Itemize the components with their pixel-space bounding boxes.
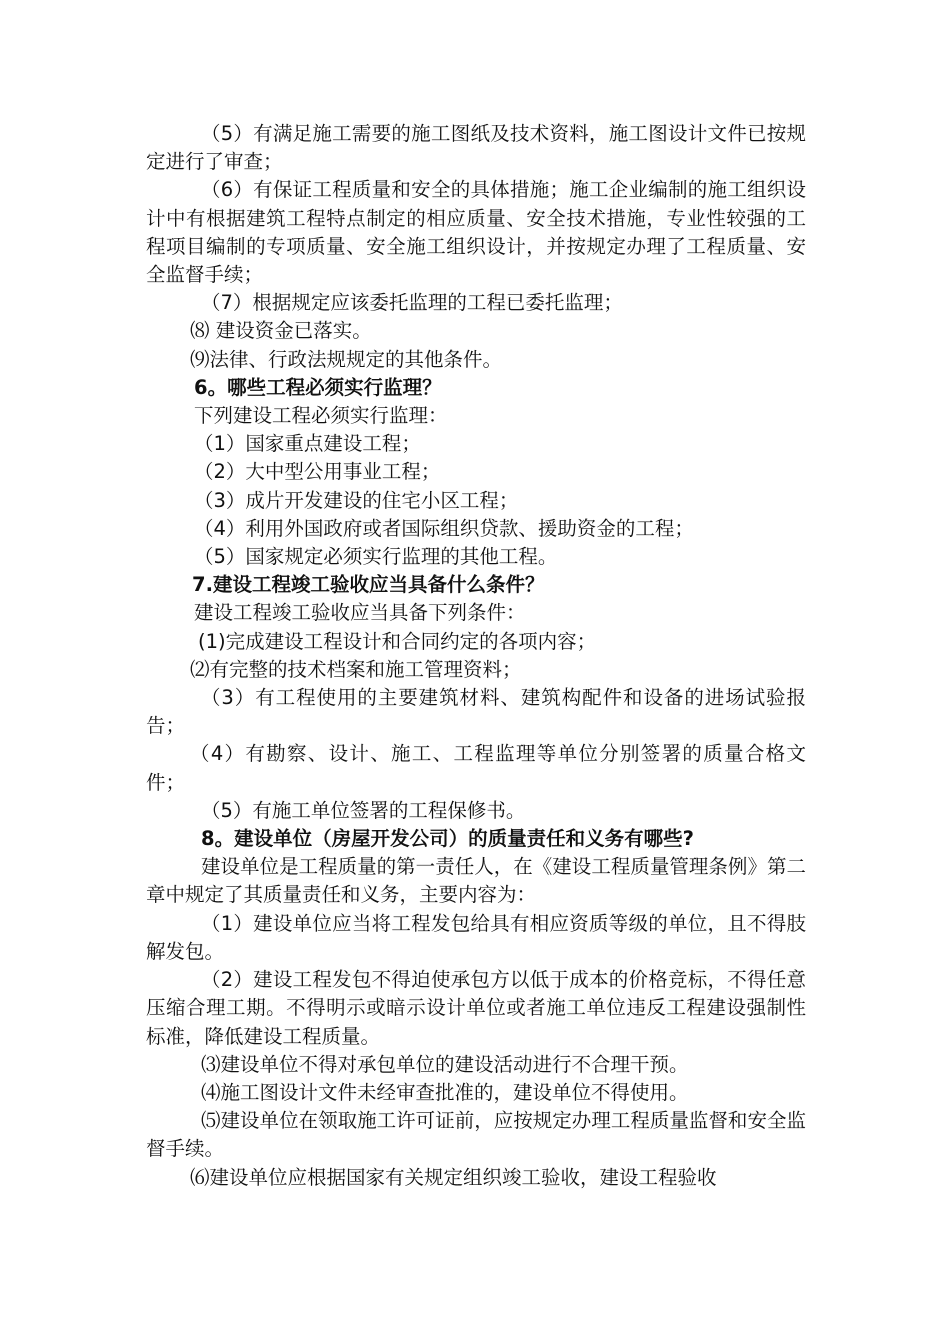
paragraph: 建设工程竣工验收应当具备下列条件： bbox=[194, 601, 526, 625]
paragraph: （2）大中型公用事业工程； bbox=[194, 460, 441, 484]
paragraph: ⑵有完整的技术档案和施工管理资料； bbox=[190, 657, 522, 681]
paragraph: ⑷施工图设计文件未经审查批准的，建设单位不得使用。 bbox=[201, 1080, 689, 1104]
paragraph: ⑼法律、行政法规规定的其他条件。 bbox=[190, 347, 503, 371]
paragraph: ⑹建设单位应根据国家有关规定组织竣工验收，建设工程验收 bbox=[190, 1165, 717, 1189]
paragraph: 下列建设工程必须实行监理： bbox=[194, 404, 448, 428]
section-heading: 8。建设单位（房屋开发公司）的质量责任和义务有哪些? bbox=[201, 827, 694, 851]
paragraph: 建设单位是工程质量的第一责任人，在《建设工程质量管理条例》第二章中规定了其质量责任和义务，主要内容为： bbox=[146, 855, 806, 907]
paragraph: （5）有施工单位签署的工程保修书。 bbox=[201, 798, 526, 822]
paragraph: （3）成片开发建设的住宅小区工程； bbox=[194, 488, 519, 512]
section-heading: 6。哪些工程必须实行监理？ bbox=[194, 375, 442, 399]
document-page bbox=[146, 120, 806, 1192]
paragraph: ⑶建设单位不得对承包单位的建设活动进行不合理干预。 bbox=[201, 1052, 689, 1076]
paragraph: （2）建设工程发包不得迫使承包方以低于成本的价格竞标，不得任意压缩合理工期。不得明示或暗示设计单位或者施工单位违反工程建设强制性标准，降低建设工程质量。 bbox=[146, 968, 806, 1048]
section-heading: 7.建设工程竣工验收应当具备什么条件？ bbox=[192, 573, 545, 597]
paragraph: ⑻ 建设资金已落实。 bbox=[190, 319, 372, 343]
paragraph: （4）有勘察、设计、施工、工程监理等单位分别签署的质量合格文件； bbox=[146, 742, 806, 794]
paragraph: （5）有满足施工需要的施工图纸及技术资料，施工图设计文件已按规定进行了审查； bbox=[146, 122, 806, 174]
paragraph: ⑸建设单位在领取施工许可证前，应按规定办理工程质量监督和安全监督手续。 bbox=[146, 1109, 806, 1161]
paragraph: （6）有保证工程质量和安全的具体措施；施工企业编制的施工组织设计中有根据建筑工程特点制定的相应质量、安全技术措施，专业性较强的工程项目编制的专项质量、安全施工组织设计，并按规定办理了工程质量、安全监督手续； bbox=[146, 178, 806, 287]
paragraph: (1)完成建设工程设计和合同约定的各项内容； bbox=[198, 629, 597, 653]
paragraph: （4）利用外国政府或者国际组织贷款、援助资金的工程； bbox=[194, 516, 694, 540]
paragraph: （1）国家重点建设工程； bbox=[194, 432, 421, 456]
paragraph: （1）建设单位应当将工程发包给具有相应资质等级的单位，且不得肢解发包。 bbox=[146, 911, 806, 963]
paragraph: （3）有工程使用的主要建筑材料、建筑构配件和设备的进场试验报告； bbox=[146, 686, 806, 738]
paragraph: （7）根据规定应该委托监理的工程已委托监理； bbox=[201, 291, 623, 315]
paragraph: （5）国家规定必须实行监理的其他工程。 bbox=[194, 545, 558, 569]
